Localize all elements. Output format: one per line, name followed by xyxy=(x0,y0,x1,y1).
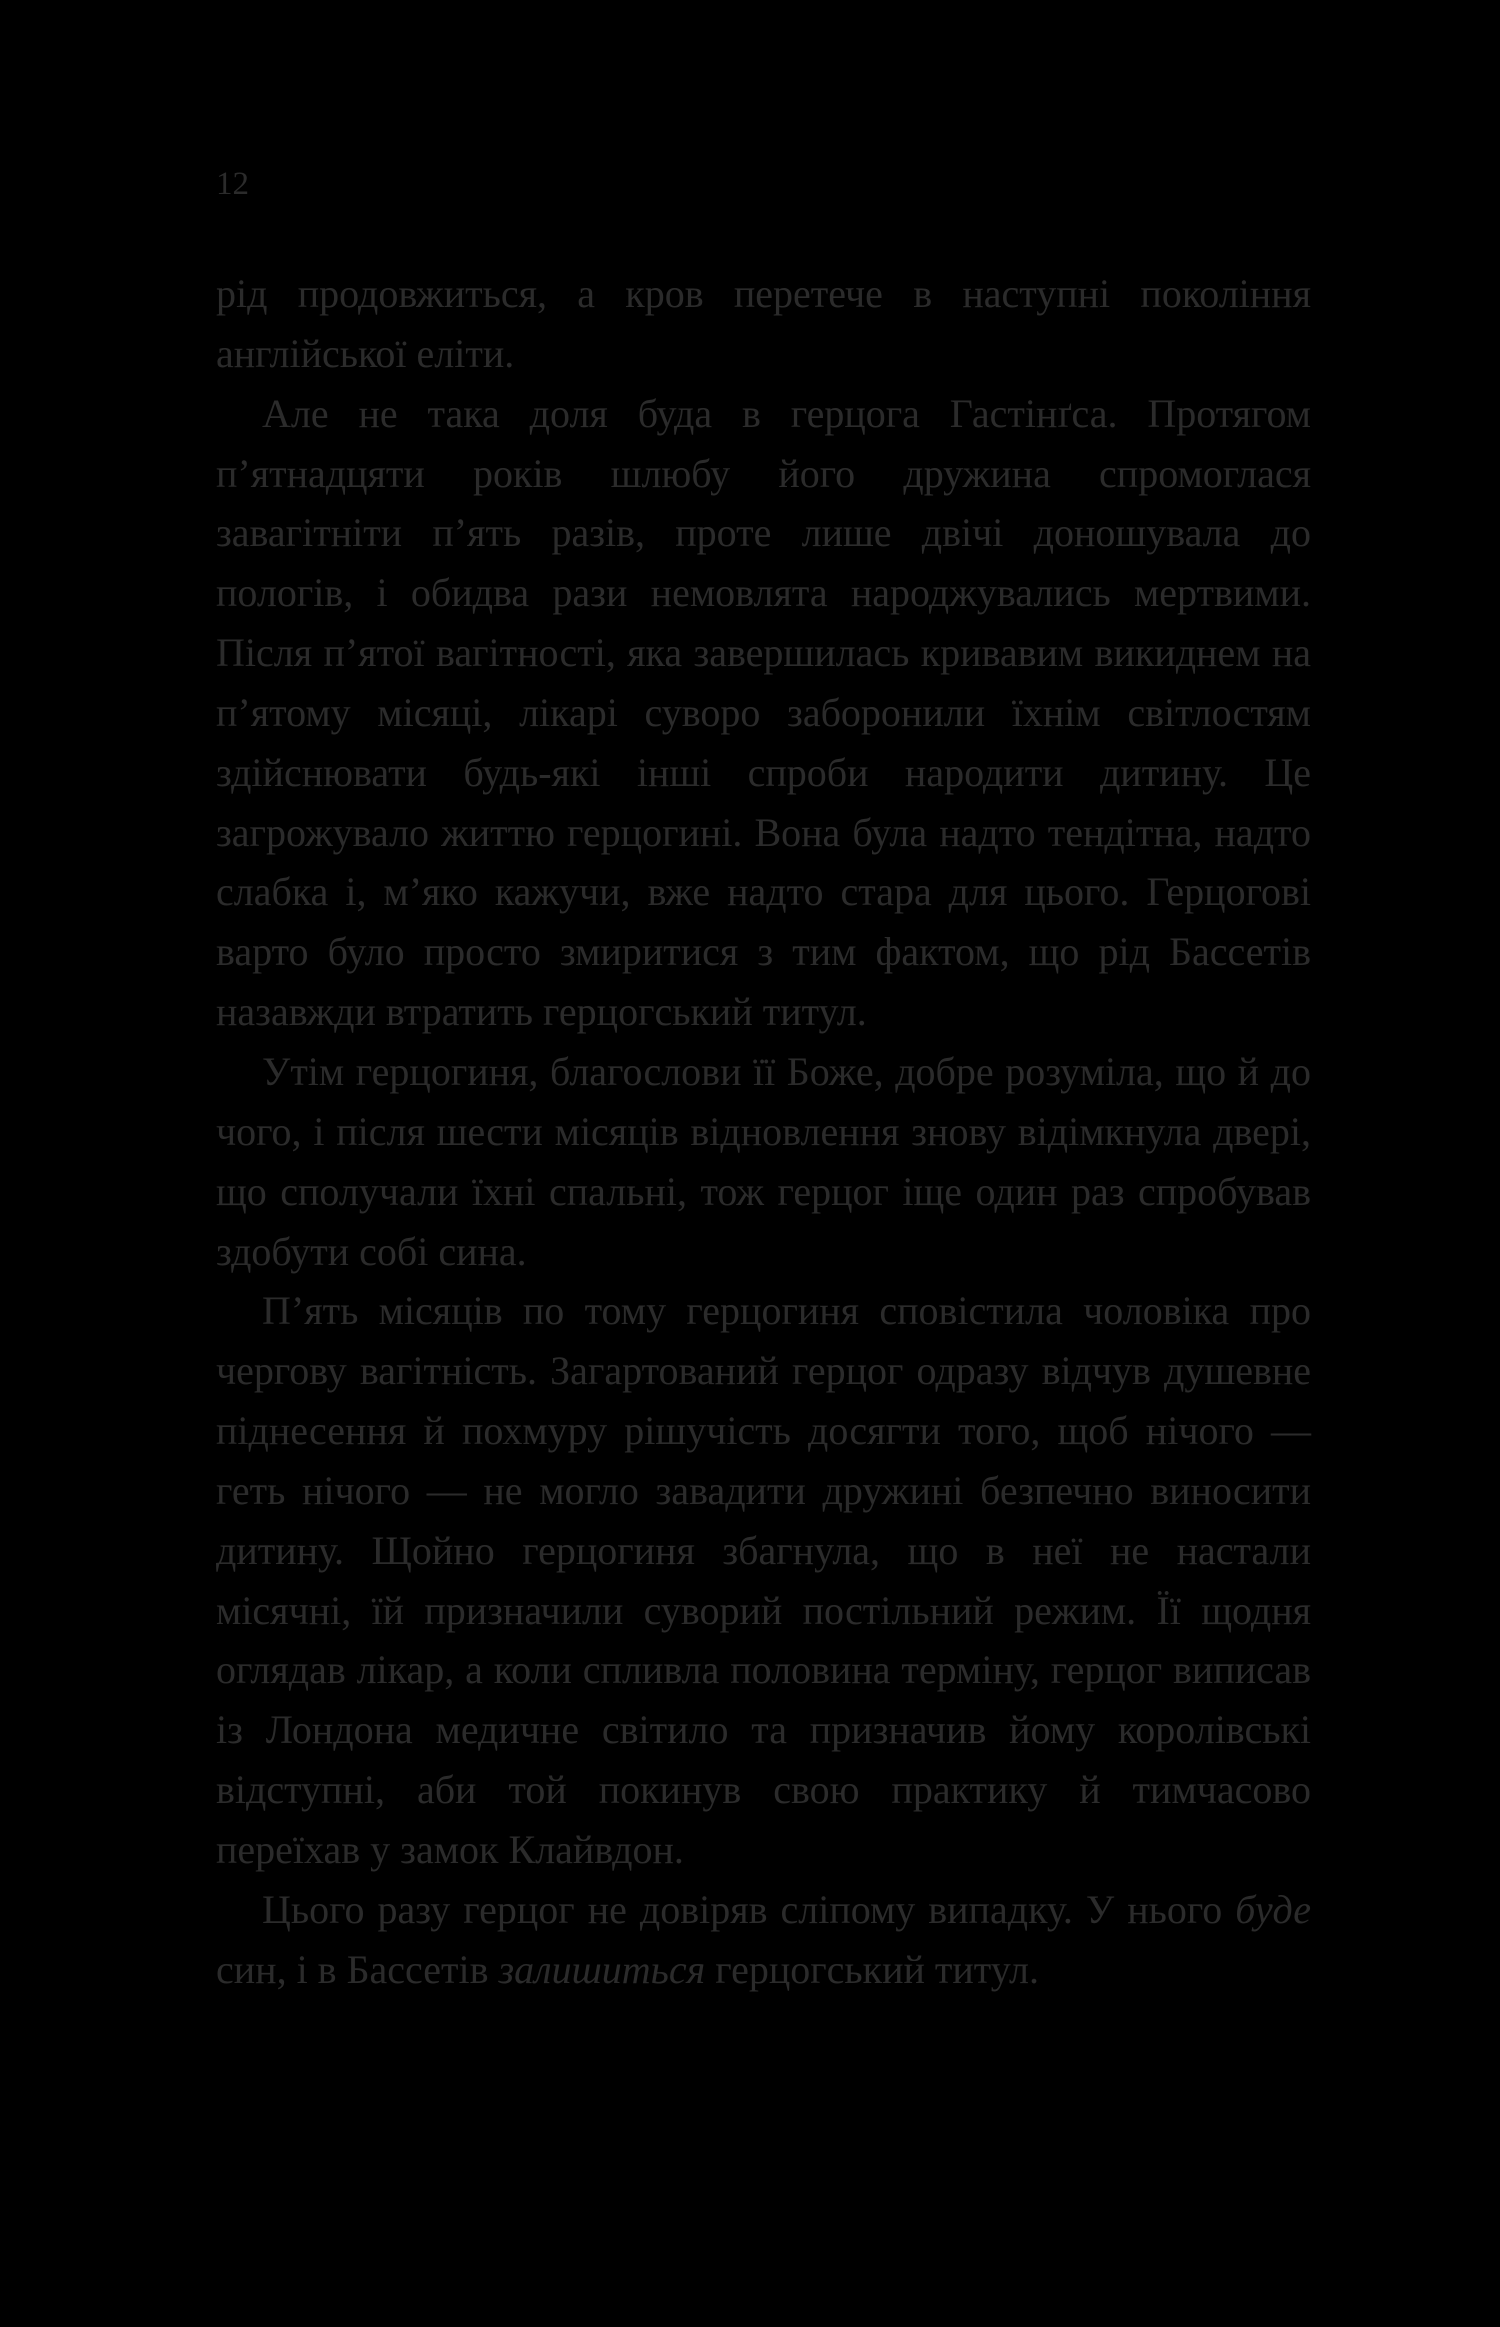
text-run: Цього разу герцог не довіряв сліпому випадку. У нього xyxy=(262,1886,1236,1932)
paragraph: Утім герцогиня, благослови її Боже, добре розуміла, що й до чого, і після шести місяців відновлення знову відімкнула двері, що сполучали їхні спальні, тож герцог іще один раз спробував здобути собі сина. xyxy=(216,1048,1311,1274)
page-text xyxy=(216,264,1311,1999)
italic-text: залишиться xyxy=(498,1946,706,1992)
paragraph: П’ять місяців по тому герцогиня сповістила чоловіка про чергову вагітність. Загартований герцог одразу відчув душевне піднесення й похмуру рішучість досягти того, щоб нічого — геть нічого — не могло завадити дружині безпечно виносити дитину. Щойно герцогиня збагнула, що в неї не настали місячні, їй призначили суворий постільний режим. Її щодня оглядав лікар, а коли спливла половина терміну, герцог виписав із Лондона медичне світило та призначив йому королівські відступні, аби той покинув свою практику й тимчасово переїхав у замок Клайвдон. xyxy=(216,1288,1311,1872)
text-run: герцогський титул. xyxy=(705,1946,1039,1992)
paragraph-last xyxy=(216,1880,1311,2000)
paragraph: Але не така доля буда в герцога Гастінґса. Протягом п’ятнадцяти років шлюбу його дружина спромоглася завагітніти п’ять разів, проте лише двічі доношувала до пологів, і обидва рази немовлята народжувались мертвими. Після п’ятої вагітності, яка завершилась кривавим викиднем на п’ятому місяці, лікарі суворо заборонили їхнім світлостям здійснювати будь-які інші спроби народити дитину. Це загрожувало життю герцогині. Вона була надто тендітна, надто слабка і, м’яко кажучи, вже надто стара для цього. Герцогові варто було просто змиритися з тим фактом, що рід Бассетів назавжди втратить герцогський титул. xyxy=(216,390,1311,1035)
paragraph: рід продовжиться, а кров перетече в наступні покоління англійської еліти. xyxy=(216,271,1311,376)
page-number: 12 xyxy=(216,166,249,202)
italic-text: буде xyxy=(1235,1886,1311,1932)
text-run: син, і в Бассетів xyxy=(216,1946,499,1992)
